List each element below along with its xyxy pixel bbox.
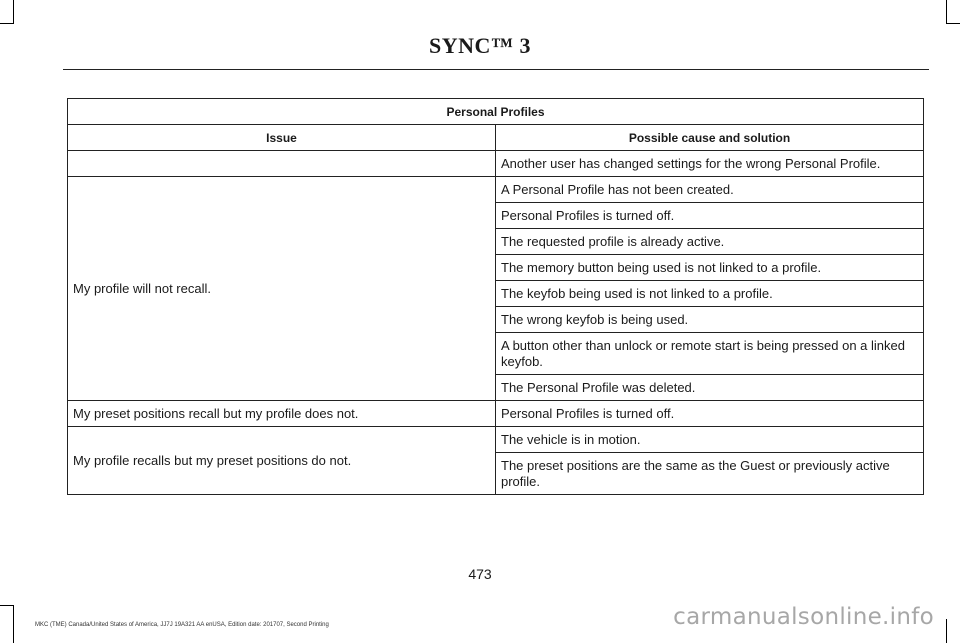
column-header-issue: Issue: [68, 125, 496, 151]
cause-cell: A Personal Profile has not been created.: [496, 177, 924, 203]
table-row: [68, 401, 924, 427]
cause-cell: A button other than unlock or remote start is being pressed on a linked keyfob.: [496, 333, 924, 375]
table-caption: Personal Profiles: [68, 99, 924, 125]
cause-cell: The keyfob being used is not linked to a profile.: [496, 281, 924, 307]
table-row: [68, 427, 924, 453]
crop-mark: [13, 605, 14, 643]
print-footer: MKC (TME) Canada/United States of America, JJ7J 19A321 AA enUSA, Edition date: 201707, Second Printing: [35, 622, 329, 628]
header-divider: [63, 69, 929, 70]
cause-cell: The preset positions are the same as the Guest or previously active profile.: [496, 453, 924, 495]
crop-mark: [946, 619, 947, 643]
crop-mark: [946, 23, 960, 24]
issue-cell: My profile will not recall.: [68, 177, 496, 401]
column-header-cause: Possible cause and solution: [496, 125, 924, 151]
issue-cell: [68, 151, 496, 177]
crop-mark: [0, 23, 14, 24]
crop-mark: [13, 0, 14, 24]
page-number: 473: [468, 566, 492, 582]
watermark: carmanualsonline.info: [673, 604, 934, 630]
cause-cell: Another user has changed settings for the wrong Personal Profile.: [496, 151, 924, 177]
cause-cell: Personal Profiles is turned off.: [496, 203, 924, 229]
cause-cell: Personal Profiles is turned off.: [496, 401, 924, 427]
cause-cell: The Personal Profile was deleted.: [496, 375, 924, 401]
table-row: [68, 177, 924, 203]
crop-mark: [946, 0, 947, 24]
crop-mark: [0, 605, 14, 606]
page-title: SYNC™ 3: [429, 33, 531, 58]
cause-cell: The wrong keyfob is being used.: [496, 307, 924, 333]
table-row: [68, 151, 924, 177]
issue-cell: My preset positions recall but my profile does not.: [68, 401, 496, 427]
cause-cell: The requested profile is already active.: [496, 229, 924, 255]
cause-cell: The memory button being used is not linked to a profile.: [496, 255, 924, 281]
issue-cell: My profile recalls but my preset positions do not.: [68, 427, 496, 495]
personal-profiles-table: [67, 98, 924, 495]
cause-cell: The vehicle is in motion.: [496, 427, 924, 453]
